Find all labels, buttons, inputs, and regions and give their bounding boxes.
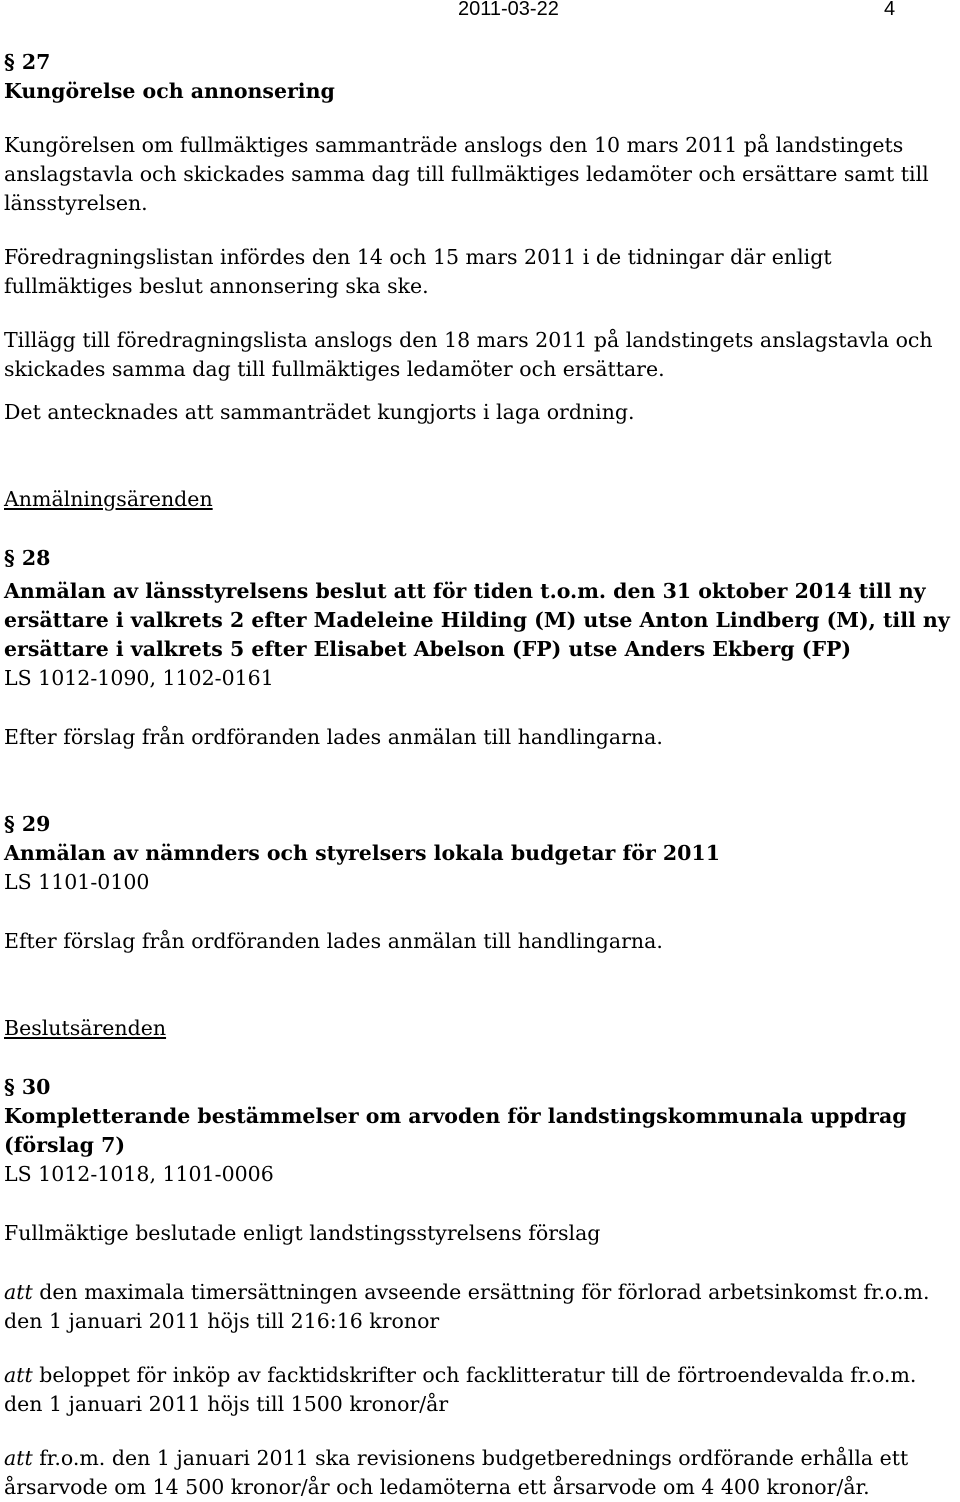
section-30-intro: Fullmäktige beslutade enligt landstingsstyrelsens förslag [4,1221,601,1245]
section-30-reference: LS 1012-1018, 1101-0006 [4,1162,274,1186]
att-clause-text: beloppet för inköp av facktidskrifter och facklitteratur till de förtroendevalda fr.o.m. den 1 januari 2011 höjs till 1500 kronor/år [4,1363,917,1416]
section-28-title: Anmälan av länsstyrelsens beslut att för tiden t.o.m. den 31 oktober 2014 till ny ersättare i valkrets 2 efter Madeleine Hilding (M) utse Anton Lindberg (M), till ny ersättare i valkrets 5 efter Elisabet Abelson (FP) utse Anders Ekberg (FP) [4,579,950,661]
section-27-number: § 27 [4,50,51,74]
section-29-reference: LS 1101-0100 [4,870,150,894]
section-27-title: Kungörelse och annonsering [4,79,335,103]
section-30-att-clause-2 [4,1361,956,1419]
heading-beslutsarenden: Beslutsärenden [4,1016,167,1040]
section-27-paragraph-4: Det antecknades att sammanträdet kungjorts i laga ordning. [4,400,635,424]
att-clause-text: fr.o.m. den 1 januari 2011 ska revisionens budgetberednings ordförande erhålla ett årsarvode om 14 500 kronor/år och ledamöterna ett årsarvode om 4 400 kronor/år. [4,1446,909,1499]
att-keyword: att [4,1280,33,1304]
section-28-decision: Efter förslag från ordföranden lades anmälan till handlingarna. [4,725,663,749]
section-30-title: Kompletterande bestämmelser om arvoden för landstingskommunala uppdrag (förslag 7) [4,1104,907,1157]
document-body [4,48,956,1502]
section-28-reference: LS 1012-1090, 1102-0161 [4,666,274,690]
section-29-decision: Efter förslag från ordföranden lades anmälan till handlingarna. [4,929,663,953]
section-27-paragraph-3: Tillägg till föredragningslista anslogs den 18 mars 2011 på landstingets anslagstavla och skickades samma dag till fullmäktiges ledamöter och ersättare. [4,328,933,381]
att-keyword: att [4,1446,33,1470]
section-27-paragraph-1: Kungörelsen om fullmäktiges sammanträde anslogs den 10 mars 2011 på landstingets anslagstavla och skickades samma dag till fullmäktiges ledamöter och ersättare samt till länsstyrelsen. [4,133,929,215]
section-27-paragraph-2: Föredragningslistan infördes den 14 och 15 mars 2011 i de tidningar där enligt fullmäktiges beslut annonsering ska ske. [4,245,832,298]
att-clause-text: den maximala timersättningen avseende ersättning för förlorad arbetsinkomst fr.o.m. den 1 januari 2011 höjs till 216:16 kronor [4,1280,930,1333]
page-number: 4 [884,0,896,20]
section-30-number: § 30 [4,1075,51,1099]
att-keyword: att [4,1363,33,1387]
header-date: 2011-03-22 [458,0,559,20]
section-30-att-clause-1 [4,1278,956,1336]
section-29-title: Anmälan av nämnders och styrelsers lokala budgetar för 2011 [4,841,720,865]
heading-anmalningsarenden: Anmälningsärenden [4,487,213,511]
section-28-number: § 28 [4,546,51,570]
section-30-att-clause-3 [4,1444,956,1502]
section-29-number: § 29 [4,812,51,836]
